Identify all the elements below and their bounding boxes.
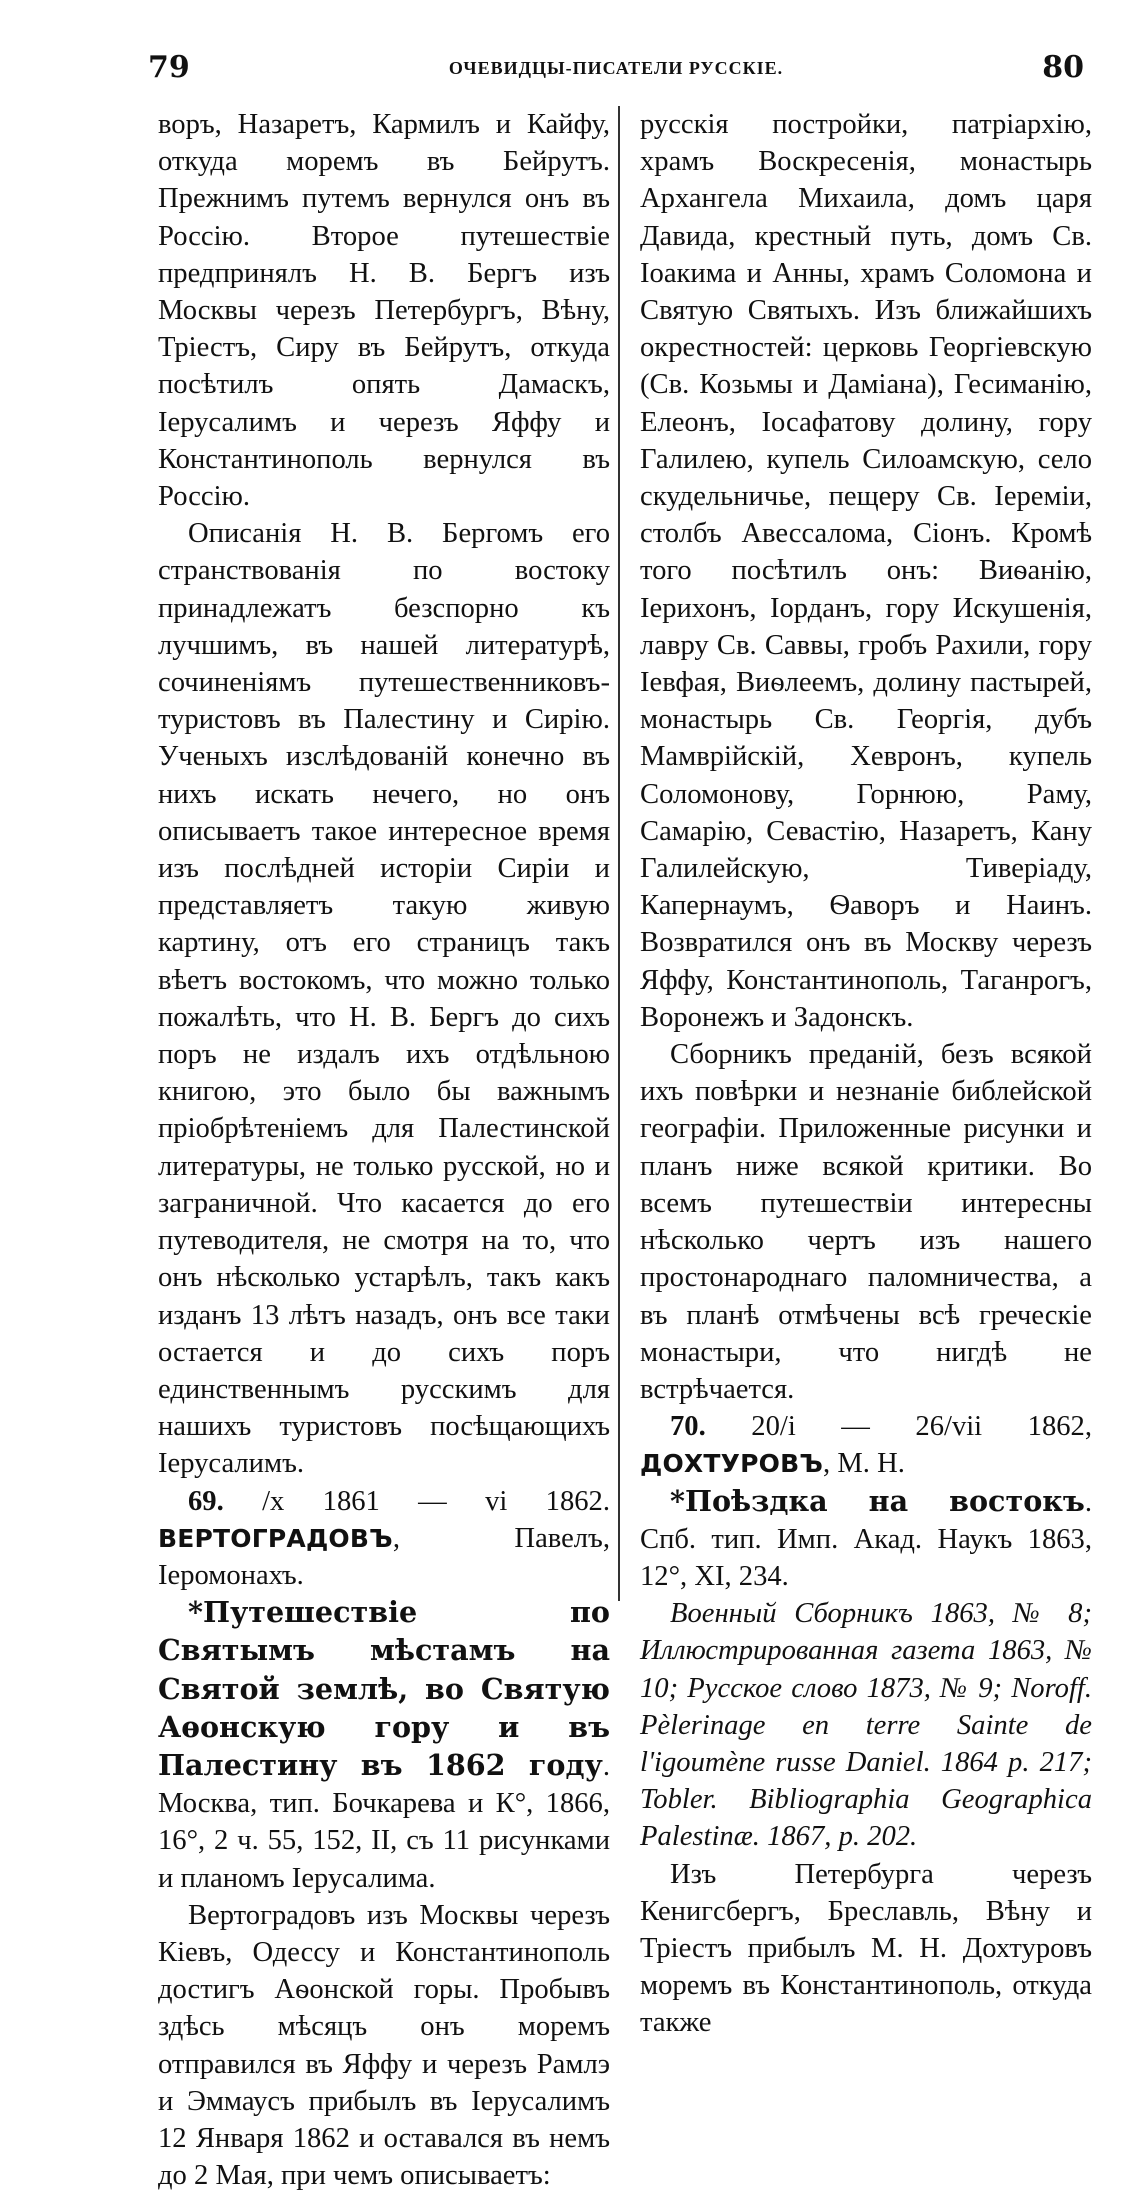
left-paragraph-2: Описанія Н. В. Бергомъ его странствованія по востоку принадлежатъ безспорно къ лучшимъ, въ нашей литературѣ, сочиненіямъ путешественниковъ-туристовъ въ Палестину и Сирію. Ученыхъ изслѣдованій конечно въ нихъ искать нечего, но онъ описываетъ такое интересное время изъ послѣдней исторіи Сиріи и представляетъ такую живую картину, отъ его страницъ такъ вѣетъ востокомъ, что можно только пожалѣть, что Н. В. Бергъ до сихъ поръ не издалъ ихъ отдѣльною книгою, это было бы важнымъ пріобрѣтеніемъ для Палестинской литературы, не только русской, но и заграничной. Что касается до его путеводителя, не смотря на то, что онъ нѣсколько устарѣлъ, такъ какъ изданъ 13 лѣтъ назадъ, онъ все таки остается и до сихъ поръ единственнымъ русскимъ для нашихъ туристовъ посѣщающихъ Іерусалимъ. (158, 518, 610, 1480)
entry-69 (158, 1483, 610, 1595)
entry-69-dates: /x 1861 — vi 1862. (223, 1485, 610, 1517)
page-number-left: 79 (148, 50, 190, 85)
entry-70-dates: 20/i — 26/vii 1862, (705, 1411, 1092, 1443)
page-header (148, 50, 1084, 86)
entry-70-imprint: . Спб. тип. Имп. Акад. Наукъ 1863, 12°, XI, 234. (640, 1486, 1092, 1592)
entry-70-author: ДОХТУРОВЪ (640, 1449, 824, 1479)
entry-69-title: Путешествіе по Святымъ мѣстамъ на Святой землѣ, во Святую Аѳонскую гору и въ Палестину въ 1862 году (158, 1595, 610, 1782)
left-column (158, 106, 610, 2194)
right-paragraph-2: Сборникъ преданій, безъ всякой ихъ повѣрки и незнаніе библейской географіи. Приложенные рисунки и планъ ниже всякой критики. Во всемъ путешествіи интересны нѣсколько чертъ изъ нашего простонароднаго паломничества, а въ планѣ отмѣчены всѣ греческіе монастыри, что нигдѣ не встрѣчается. (640, 1039, 1092, 1405)
entry-70-references: Военный Сборникъ 1863, № 8; Иллюстрированная газета 1863, № 10; Русское слово 1873, № 9; Noroff. Pèlerinage en terre Sainte de l'igoumène russe Daniel. 1864 p. 217; Tobler. Bibliographia Geographica Palestinæ. 1867, p. 202. (640, 1598, 1092, 1853)
left-paragraph-3: Вертоградовъ изъ Москвы черезъ Кіевъ, Одессу и Константинополь достигъ Аѳонской горы. Пробывъ здѣсь мѣсяцъ онъ моремъ отправился въ Яффу и черезъ Рамлэ и Эммаусъ прибылъ въ Іерусалимъ 12 Января 1862 и оставался въ немъ до 2 Мая, при чемъ описываетъ: (158, 1899, 610, 2192)
entry-69-author-rest: , Павелъ, Іеромонахъ. (158, 1522, 610, 1591)
entry-70-star: * (670, 1483, 685, 1518)
right-paragraph-1: русскія постройки, патріархію, храмъ Воскресенія, монастырь Архангела Михаила, домъ царя Давида, крестный путь, домъ Св. Іоакима и Анны, храмъ Соломона и Святую Святыхъ. Изъ ближайшихъ окрестностей: церковь Георгіевскую (Св. Козьмы и Даміана), Гесиманію, Елеонъ, Іосафатову долину, гору Галилею, купель Силоамскую, село скудельничье, пещеру Св. Іереміи, столбъ Авессалома, Сіонъ. Кромѣ того посѣтилъ онъ: Виѳанію, Іерихонъ, Іорданъ, гору Искушенія, лавру Св. Саввы, гробъ Рахили, гору Іевфая, Виѳлеемъ, долину пастырей, монастырь Св. Георгія, дубъ Мамврійскій, Хевронъ, купель Соломонову, Горнюю, Раму, Самарію, Севастію, Назаретъ, Кану Галилейскую, Тиверіаду, Капернаумъ, Ѳаворъ и Наинъ. Возвратился онъ въ Москву черезъ Яффу, Константинополь, Таганрогъ, Воронежъ и Задонскъ. (640, 109, 1092, 1033)
entry-69-number: 69. (188, 1485, 224, 1517)
right-column (640, 106, 1092, 2042)
running-title: ОЧЕВИДЦЫ-ПИСАТЕЛИ РУССКІЕ. (448, 58, 784, 78)
entry-69-author: ВЕРТОГРАДОВЪ (158, 1523, 393, 1553)
right-paragraph-3: Изъ Петербурга черезъ Кенигсбергъ, Бреславль, Вѣну и Тріестъ прибылъ М. Н. Дохтуровъ моремъ въ Константинополь, откуда также (640, 1858, 1092, 2039)
entry-69-star: * (188, 1595, 203, 1630)
entry-70-book (640, 1483, 1092, 1596)
entry-70-author-rest: , М. Н. (823, 1448, 905, 1480)
column-divider (618, 106, 620, 1601)
entry-69-book (158, 1594, 610, 1897)
left-paragraph-1: воръ, Назаретъ, Кармилъ и Кайфу, откуда моремъ въ Бейрутъ. Прежнимъ путемъ вернулся онъ въ Россію. Второе путешествіе предпринялъ Н. В. Бергъ изъ Москвы черезъ Петербургъ, Вѣну, Тріестъ, Сиру въ Бейрутъ, откуда посѣтилъ опять Дамаскъ, Іерусалимъ и черезъ Яффу и Константинополь вернулся въ Россію. (158, 109, 610, 513)
entry-70-number: 70. (670, 1411, 706, 1443)
entry-70-title: Поѣздка на востокъ (684, 1483, 1085, 1518)
entry-70 (640, 1408, 1092, 1482)
page-number-right: 80 (1042, 50, 1084, 85)
entry-69-imprint: . Москва, тип. Бочкарева и К°, 1866, 16°, 2 ч. 55, 152, II, съ 11 рисунками и планомъ Іерусалима. (158, 1750, 610, 1894)
